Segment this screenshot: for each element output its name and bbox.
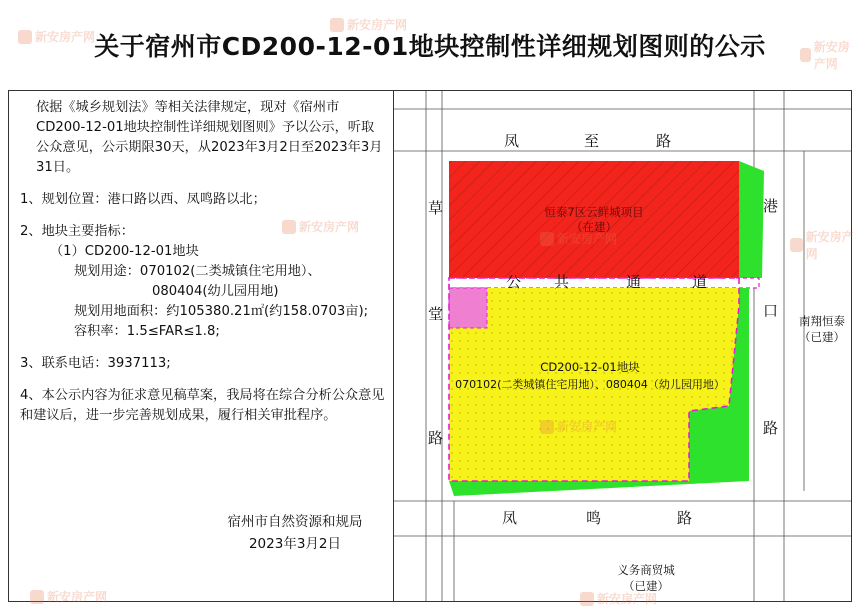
notice-area: 规划用地面积：约105380.21㎡(约158.0703亩); <box>74 304 369 319</box>
road-left-labels <box>428 199 443 447</box>
notice-parcel-id: （1）CD200-12-01地块 <box>50 244 199 259</box>
watermark-logo: 新安房产网 <box>30 588 107 605</box>
watermark-logo: 新安房产网 <box>18 28 95 45</box>
watermark-logo: 新安房产网 <box>800 38 860 72</box>
road-bottom-labels <box>502 509 692 527</box>
road-bottom-0: 凤 <box>502 509 518 527</box>
road-right-0: 港 <box>763 197 779 215</box>
notice-land-use-2: 080404(幼儿园用地) <box>152 284 279 299</box>
notice-location: 1、规划位置：港口路以西、凤鸣路以北； <box>20 192 266 207</box>
road-middle-0: 公 <box>506 273 522 291</box>
road-middle-3: 道 <box>692 273 708 291</box>
road-middle-2: 通 <box>626 273 642 291</box>
notice-phone: 3、联系电话：3937113; <box>20 356 171 371</box>
watermark-logo: 新安房产网 <box>540 418 617 435</box>
east-project-label: 南翔恒泰 <box>799 314 845 328</box>
road-left-1: 堂 <box>428 305 444 323</box>
green-belt-north <box>739 161 764 278</box>
notice-note: 4、本公示内容为征求意见稿草案，我局将在综合分析公众意见和建议后，进一步完善规划成果，履行相关审批程序。 <box>20 388 385 423</box>
issuer-name: 宿州市自然资源和规局 <box>227 514 363 530</box>
road-left-0: 草 <box>428 199 444 217</box>
road-top-2: 路 <box>656 132 672 150</box>
red-block-label: 恒泰7区云鲜城项目 <box>544 205 644 219</box>
road-middle-1: 共 <box>554 273 570 291</box>
road-top-1: 至 <box>584 132 600 150</box>
notice-land-use: 规划用途：070102(二类城镇住宅用地）、 <box>74 264 321 279</box>
road-left-2: 路 <box>428 429 444 447</box>
east-project-status: （已建） <box>799 330 845 344</box>
road-top-0: 凤 <box>504 132 520 150</box>
road-bottom-1: 鸣 <box>586 509 602 527</box>
issue-date: 2023年3月2日 <box>248 536 342 552</box>
watermark-logo: 新安房产网 <box>540 230 617 247</box>
notice-intro: 依据《城乡规划法》等相关法律规定，现对《宿州市CD200-12-01地块控制性详细规划图则》予以公示，听取公众意见，公示期限30天，从2023年3月2日至2023年3月31日。 <box>36 100 383 175</box>
planning-map <box>394 91 851 601</box>
watermark-logo: 新安房产网 <box>282 218 359 235</box>
watermark-logo: 新安房产网 <box>330 16 407 33</box>
red-block-status: （在建） <box>571 220 617 234</box>
watermark-logo: 新安房产网 <box>580 590 657 607</box>
south-project-status: （已建） <box>623 579 669 593</box>
south-project-label: 义务商贸城 <box>617 563 675 577</box>
road-bottom-2: 路 <box>677 509 693 527</box>
notice-text <box>20 98 386 438</box>
watermark-logo: 新安房产网 <box>790 228 860 262</box>
road-top-labels <box>504 132 671 150</box>
public-passage <box>449 278 759 288</box>
title-bar <box>0 0 860 90</box>
notice-indicators: 2、地块主要指标： <box>20 224 134 239</box>
kindergarten-block <box>449 288 487 328</box>
page-title: 关于宿州市CD200-12-01地块控制性详细规划图则的公示 <box>94 32 766 61</box>
yellow-block-use: 070102(二类城镇住宅用地）、080404（幼儿园用地） <box>455 378 725 391</box>
road-right-labels <box>763 197 778 437</box>
road-right-2: 路 <box>763 419 779 437</box>
road-right-1: 口 <box>763 302 779 320</box>
notice-far: 容积率：1.5≤FAR≤1.8; <box>74 324 220 339</box>
yellow-block-label: CD200-12-01地块 <box>540 360 640 374</box>
